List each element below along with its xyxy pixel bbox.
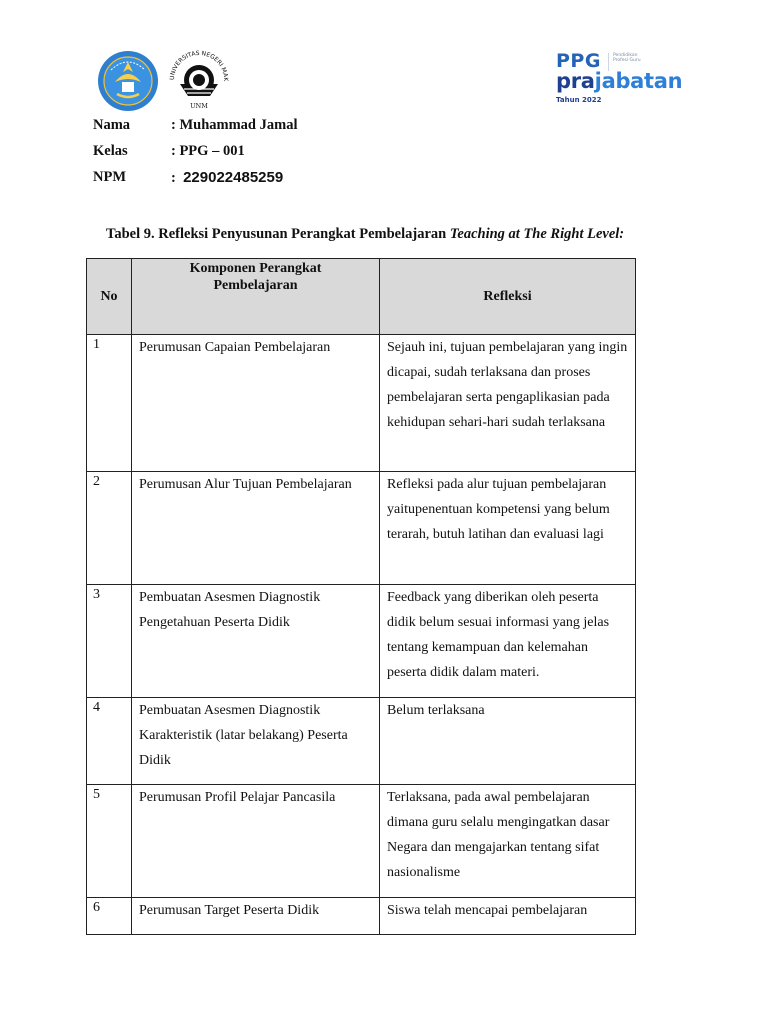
ppg-main-text: [556, 69, 682, 93]
ppg-small-text: Pendidikan Profesi Guru: [613, 53, 641, 63]
tut-wuri-handayani-logo: [95, 50, 161, 112]
row-komponen: Perumusan Capaian Pembelajaran: [132, 335, 380, 472]
row-no: 5: [87, 785, 132, 898]
refleksi-table: [86, 258, 636, 935]
header-komponen: [132, 259, 380, 335]
table-row: [87, 472, 636, 585]
row-refleksi: Siswa telah mencapai pembelajaran: [380, 898, 636, 935]
table-row: [87, 898, 636, 935]
kelas-label: Kelas: [93, 143, 128, 159]
row-komponen: Pembuatan Asesmen Diagnostik Karakteristik (latar belakang) Peserta Didik: [132, 698, 380, 785]
header-no: No: [87, 259, 132, 335]
row-no: 1: [87, 335, 132, 472]
row-komponen: Perumusan Profil Pelajar Pancasila: [132, 785, 380, 898]
table-row: [87, 698, 636, 785]
row-refleksi: Refleksi pada alur tujuan pembelajaran yaitupenentuan kompetensi yang belum terarah, butuh latihan dan evaluasi lagi: [380, 472, 636, 585]
table-row: [87, 785, 636, 898]
unm-arc-text: UNIVERSITAS NEGERI MAK: [168, 49, 230, 82]
row-no: 4: [87, 698, 132, 785]
row-komponen: Pembuatan Asesmen Diagnostik Pengetahuan Peserta Didik: [132, 585, 380, 698]
ppg-main-a: pra: [556, 69, 595, 93]
row-refleksi: Belum terlaksana: [380, 698, 636, 785]
npm-label: NPM: [93, 169, 127, 185]
row-no: 2: [87, 472, 132, 585]
caption-prefix: Tabel 9. Refleksi Penyusunan Perangkat Pembelajaran: [106, 226, 450, 242]
table-row: [87, 335, 636, 472]
npm-value-wrap: [171, 169, 283, 187]
ppg-main-b: jabatan: [594, 69, 683, 93]
row-komponen: Perumusan Target Peserta Didik: [132, 898, 380, 935]
unm-logo: [164, 44, 234, 114]
row-komponen: Perumusan Alur Tujuan Pembelajaran: [132, 472, 380, 585]
row-refleksi: Sejauh ini, tujuan pembelajaran yang ingin dicapai, sudah terlaksana dan proses pembelajaran serta pengaplikasian pada kehidupan sehari-hari sudah terlaksana: [380, 335, 636, 472]
npm-value: 229022485259: [183, 169, 284, 186]
caption-italic: Teaching at The Right Level:: [449, 226, 625, 242]
nama-value: : Muhammad Jamal: [171, 117, 298, 133]
table-caption: [106, 226, 624, 243]
ppg-prajabatan-logo: [552, 50, 683, 110]
table-row: [87, 585, 636, 698]
header-refleksi: Refleksi: [380, 259, 636, 335]
unm-abbr: UNM: [190, 102, 208, 110]
table-header-row: [87, 259, 636, 335]
row-refleksi: Feedback yang diberikan oleh peserta didik belum sesuai informasi yang jelas tentang kemampuan dan kelemahan peserta didik dalam materi.: [380, 585, 636, 698]
row-refleksi: Terlaksana, pada awal pembelajaran dimana guru selalu mengingatkan dasar Negara dan mengajarkan tentang sifat nasionalisme: [380, 785, 636, 898]
header-komponen-line1: Komponen Perangkat: [189, 261, 322, 276]
row-no: 6: [87, 898, 132, 935]
header-komponen-line2: Pembelajaran: [213, 278, 298, 293]
nama-label: Nama: [93, 117, 131, 133]
kelas-value: : PPG – 001: [171, 143, 245, 159]
ppg-top-text: PPG: [556, 50, 601, 72]
npm-prefix: :: [171, 170, 176, 186]
ppg-year: Tahun 2022: [556, 96, 602, 104]
row-no: 3: [87, 585, 132, 698]
